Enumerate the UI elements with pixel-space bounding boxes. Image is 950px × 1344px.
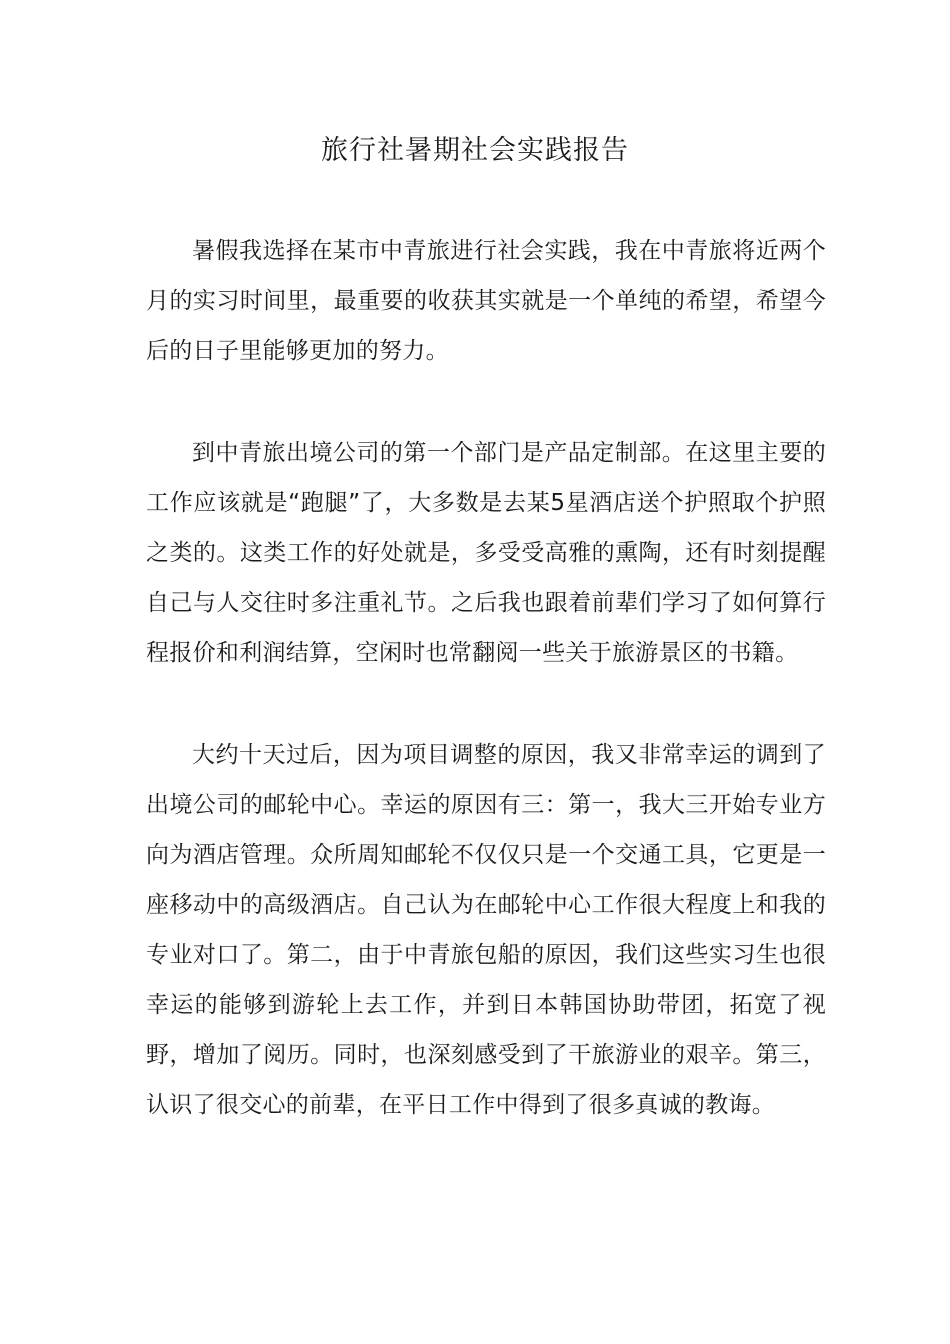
paragraph-product-department: 到中青旅出境公司的第一个部门是产品定制部。在这里主要的工作应该就是“跑腿”了，大多数是去某5星酒店送个护照取个护照之类的。这类工作的好处就是，多受受高雅的熏陶，还有时刻提醒自己与人交往时多注重礼节。之后我也跟着前辈们学习了如何算行程报价和利润结算，空闲时也常翻阅一些关于旅游景区的书籍。 <box>146 440 826 666</box>
paragraph-cruise-center: 大约十天过后，因为项目调整的原因，我又非常幸运的调到了出境公司的邮轮中心。幸运的原因有三：第一，我大三开始专业方向为酒店管理。众所周知邮轮不仅仅只是一个交通工具，它更是一座移动中的高级酒店。自己认为在邮轮中心工作很大程度上和我的专业对口了。第二，由于中青旅包船的原因，我们这些实习生也很幸运的能够到游轮上去工作，并到日本韩国协助带团，拓宽了视野，增加了阅历。同时，也深刻感受到了干旅游业的艰辛。第三，认识了很交心的前辈，在平日工作中得到了很多真诚的教诲。 <box>146 742 826 1118</box>
document-title: 旅行社暑期社会实践报告 <box>321 135 629 166</box>
document-body <box>146 226 826 1130</box>
paragraph-intro: 暑假我选择在某市中青旅进行社会实践，我在中青旅将近两个月的实习时间里，最重要的收获其实就是一个单纯的希望，希望今后的日子里能够更加的努力。 <box>146 238 826 364</box>
